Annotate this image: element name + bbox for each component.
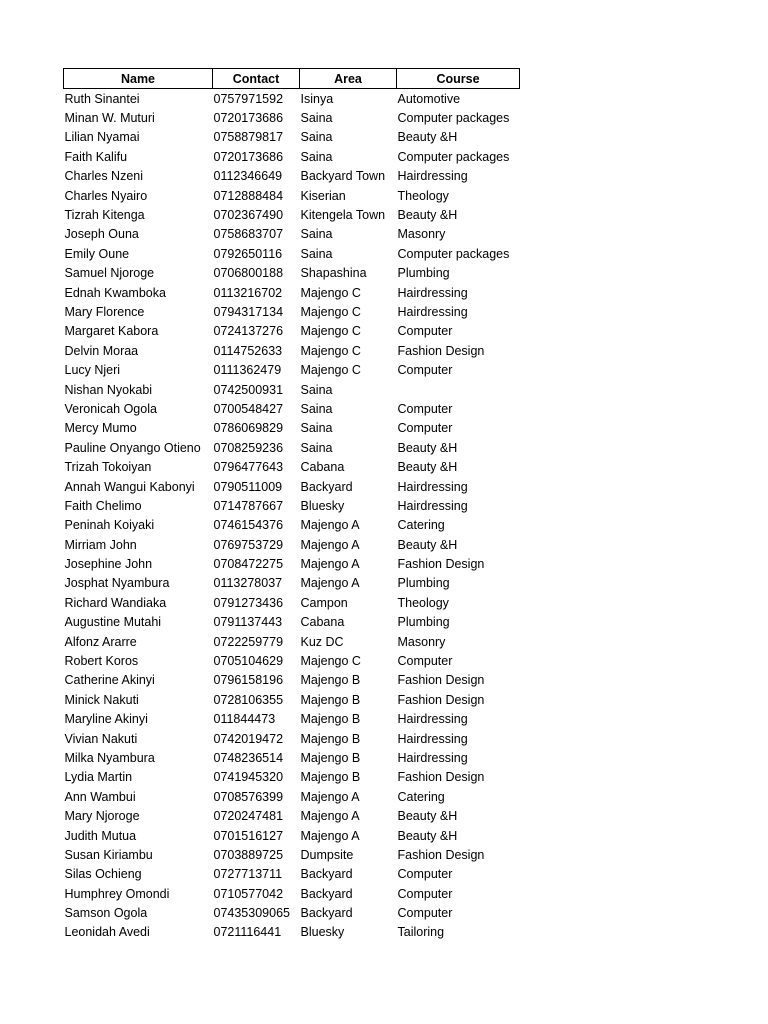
cell-name: Richard Wandiaka [64,595,167,610]
cell-contact: 0791137443 [213,615,283,630]
table-row [64,651,520,670]
cell-contact: 0769753729 [213,537,284,552]
cell-name: Silas Ochieng [64,867,142,882]
cell-name: Pauline Onyango Otieno [64,440,201,455]
cell-area: Majengo B [300,770,361,785]
cell-name: Josephine John [64,557,153,572]
cell-course: Hairdressing [397,750,468,765]
table-row [64,283,520,302]
cell-contact: 0700548427 [213,401,284,416]
cell-name: Josphat Nyambura [64,576,170,591]
table-row [64,554,520,573]
cell-name: Augustine Mutahi [64,615,162,630]
cell-contact: 0758879817 [213,130,284,145]
cell-course: Tailoring [397,925,445,940]
cell-course: Hairdressing [397,731,468,746]
cell-area: Backyard [300,906,353,921]
cell-area: Backyard Town [300,169,386,184]
cell-area: Majengo A [300,576,360,591]
cell-course: Computer [397,401,453,416]
header-area: Area [300,69,397,89]
cell-area: Kiserian [300,188,346,203]
cell-contact: 0727713711 [213,867,283,882]
cell-area: Saina [300,382,333,397]
cell-course: Beauty &H [397,460,458,475]
table-row [64,438,520,457]
cell-contact: 07435309065 [213,906,290,921]
cell-area: Kuz DC [300,634,344,649]
table-row [64,826,520,845]
cell-contact: 0712888484 [213,188,284,203]
table-row [64,884,520,903]
cell-name: Tizrah Kitenga [64,208,145,223]
cell-name: Margaret Kabora [64,324,159,339]
table-row [64,923,520,942]
table-row [64,710,520,729]
cell-name: Humphrey Omondi [64,886,170,901]
cell-contact: 0791273436 [213,595,284,610]
cell-area: Backyard [300,867,353,882]
cell-course: Computer [397,867,453,882]
table-row [64,322,520,341]
cell-course: Hairdressing [397,285,468,300]
cell-name: Samuel Njoroge [64,266,155,281]
cell-name: Vivian Nakuti [64,731,138,746]
cell-area: Majengo C [300,304,361,319]
cell-course: Hairdressing [397,479,468,494]
cell-course: Hairdressing [397,498,468,513]
cell-course: Beauty &H [397,208,458,223]
cell-name: Charles Nzeni [64,169,144,184]
table-row [64,360,520,379]
cell-contact: 0720173686 [213,111,284,126]
cell-contact: 0724137276 [213,324,284,339]
cell-area: Cabana [300,460,345,475]
cell-course: Computer [397,324,453,339]
cell-course: Computer [397,906,453,921]
cell-area: Backyard [300,479,353,494]
cell-contact: 0746154376 [213,518,284,533]
cell-name: Milka Nyambura [64,750,155,765]
cell-course: Masonry [397,227,446,242]
cell-course: Beauty &H [397,537,458,552]
cell-course: Beauty &H [397,440,458,455]
cell-area: Majengo C [300,654,361,669]
cell-name: Faith Chelimo [64,498,142,513]
cell-contact: 0786069829 [213,421,284,436]
cell-name: Ann Wambui [64,789,136,804]
cell-name: Leonidah Avedi [64,925,150,940]
cell-contact: 0796477643 [213,460,284,475]
cell-contact: 0794317134 [213,304,284,319]
table-row [64,632,520,651]
cell-name: Lucy Njeri [64,363,121,378]
cell-area: Campon [300,595,348,610]
cell-course: Catering [397,789,445,804]
cell-course: Hairdressing [397,169,468,184]
cell-course: Computer [397,886,453,901]
cell-course: Plumbing [397,615,450,630]
cell-contact: 0720247481 [213,809,284,824]
cell-area: Saina [300,111,333,126]
cell-course: Fashion Design [397,557,485,572]
cell-area: Saina [300,149,333,164]
table-body [64,89,520,943]
table-row [64,225,520,244]
table-row [64,147,520,166]
cell-contact: 0708576399 [213,789,284,804]
cell-name: Catherine Akinyi [64,673,155,688]
cell-course: Beauty &H [397,809,458,824]
cell-course: Computer packages [397,149,510,164]
cell-name: Robert Koros [64,654,139,669]
table-row [64,419,520,438]
cell-name: Veronicah Ogola [64,401,157,416]
cell-name: Joseph Ouna [64,227,139,242]
table-row [64,535,520,554]
table-row [64,302,520,321]
cell-name: Lydia Martin [64,770,133,785]
cell-name: Minan W. Muturi [64,111,155,126]
cell-area: Backyard [300,886,353,901]
cell-contact: 0720173686 [213,149,284,164]
cell-course: Plumbing [397,576,450,591]
cell-area: Saina [300,130,333,145]
header-contact: Contact [213,69,300,89]
cell-contact: 0796158196 [213,673,284,688]
cell-contact: 0114752633 [213,343,283,358]
cell-course: Fashion Design [397,343,485,358]
cell-name: Emily Oune [64,246,130,261]
cell-area: Saina [300,227,333,242]
cell-name: Charles Nyairo [64,188,148,203]
cell-contact: 0708472275 [213,557,284,572]
cell-contact: 0705104629 [213,654,284,669]
cell-name: Ednah Kwamboka [64,285,166,300]
cell-contact: 0792650116 [213,246,283,261]
cell-area: Kitengela Town [300,208,386,223]
cell-contact: 011844473 [213,712,276,727]
cell-course: Fashion Design [397,770,485,785]
cell-course: Fashion Design [397,692,485,707]
table-header [64,69,520,89]
header-row [64,69,520,89]
cell-name: Minick Nakuti [64,692,139,707]
cell-course: Catering [397,518,445,533]
cell-contact: 0790511009 [213,479,283,494]
table-row [64,613,520,632]
table-row [64,865,520,884]
cell-area: Majengo A [300,828,360,843]
table-row [64,167,520,186]
cell-name: Susan Kiriambu [64,847,153,862]
cell-course: Beauty &H [397,828,458,843]
table-row [64,457,520,476]
cell-contact: 0748236514 [213,750,284,765]
cell-area: Bluesky [300,498,345,513]
cell-area: Saina [300,246,333,261]
cell-area: Majengo A [300,809,360,824]
cell-contact: 0714787667 [213,498,284,513]
cell-course: Plumbing [397,266,450,281]
cell-area: Dumpsite [300,847,354,862]
cell-contact: 0758683707 [213,227,284,242]
cell-area: Saina [300,440,333,455]
cell-contact: 0111362479 [213,363,282,378]
table-row [64,671,520,690]
cell-contact: 0710577042 [213,886,284,901]
cell-contact: 0742500931 [213,382,284,397]
cell-area: Majengo A [300,789,360,804]
cell-name: Annah Wangui Kabonyi [64,479,195,494]
table-row [64,477,520,496]
cell-area: Saina [300,401,333,416]
table-row [64,108,520,127]
table-row [64,89,520,109]
cell-course: Computer [397,654,453,669]
table-row [64,593,520,612]
cell-course: Beauty &H [397,130,458,145]
table-row [64,768,520,787]
cell-name: Mirriam John [64,537,137,552]
cell-name: Mercy Mumo [64,421,137,436]
cell-course: Fashion Design [397,673,485,688]
cell-name: Ruth Sinantei [64,91,140,106]
cell-name: Alfonz Ararre [64,634,137,649]
table-row [64,845,520,864]
cell-name: Mary Njoroge [64,809,140,824]
cell-course: Computer [397,421,453,436]
table-row [64,186,520,205]
table-row [64,341,520,360]
table-row [64,574,520,593]
cell-contact: 0703889725 [213,847,284,862]
table-row [64,496,520,515]
cell-area: Majengo B [300,673,361,688]
cell-area: Majengo C [300,285,361,300]
cell-contact: 0112346649 [213,169,283,184]
cell-contact: 0706800188 [213,266,284,281]
cell-area: Shapashina [300,266,367,281]
cell-area: Bluesky [300,925,345,940]
table-row [64,729,520,748]
cell-course [397,380,520,399]
cell-name: Delvin Moraa [64,343,139,358]
cell-course: Hairdressing [397,712,468,727]
cell-course: Theology [397,595,449,610]
table-row [64,903,520,922]
cell-course: Computer packages [397,111,510,126]
table-row [64,690,520,709]
cell-contact: 0742019472 [213,731,284,746]
cell-name: Judith Mutua [64,828,137,843]
cell-contact: 0113216702 [213,285,283,300]
cell-course: Automotive [397,91,461,106]
table-row [64,787,520,806]
table-row [64,748,520,767]
cell-area: Cabana [300,615,345,630]
cell-area: Majengo B [300,692,361,707]
cell-contact: 0113278037 [213,576,283,591]
cell-course: Hairdressing [397,304,468,319]
cell-course: Computer [397,363,453,378]
cell-area: Majengo C [300,343,361,358]
table-row [64,244,520,263]
cell-contact: 0702367490 [213,208,284,223]
cell-course: Fashion Design [397,847,485,862]
header-course: Course [397,69,520,89]
cell-name: Samson Ogola [64,906,148,921]
table-row [64,399,520,418]
student-table [63,68,520,942]
cell-contact: 0741945320 [213,770,284,785]
cell-contact: 0757971592 [213,91,284,106]
cell-contact: 0708259236 [213,440,284,455]
cell-contact: 0701516127 [213,828,284,843]
cell-area: Saina [300,421,333,436]
cell-area: Majengo C [300,363,361,378]
cell-contact: 0722259779 [213,634,284,649]
cell-name: Trizah Tokoiyan [64,460,152,475]
table-row [64,205,520,224]
table-row [64,128,520,147]
cell-name: Mary Florence [64,304,145,319]
cell-course: Masonry [397,634,446,649]
cell-contact: 0721116441 [213,925,282,940]
cell-name: Lilian Nyamai [64,130,140,145]
table-row [64,380,520,399]
header-name: Name [64,69,213,89]
cell-name: Nishan Nyokabi [64,382,153,397]
table-row [64,806,520,825]
cell-area: Isinya [300,91,334,106]
table-row [64,516,520,535]
cell-area: Majengo A [300,557,360,572]
cell-name: Peninah Koiyaki [64,518,155,533]
table-row [64,264,520,283]
cell-area: Majengo A [300,537,360,552]
cell-area: Majengo C [300,324,361,339]
cell-area: Majengo B [300,750,361,765]
cell-course: Computer packages [397,246,510,261]
cell-area: Majengo B [300,712,361,727]
cell-course: Theology [397,188,449,203]
cell-contact: 0728106355 [213,692,284,707]
cell-area: Majengo B [300,731,361,746]
cell-name: Maryline Akinyi [64,712,148,727]
cell-name: Faith Kalifu [64,149,128,164]
cell-area: Majengo A [300,518,360,533]
